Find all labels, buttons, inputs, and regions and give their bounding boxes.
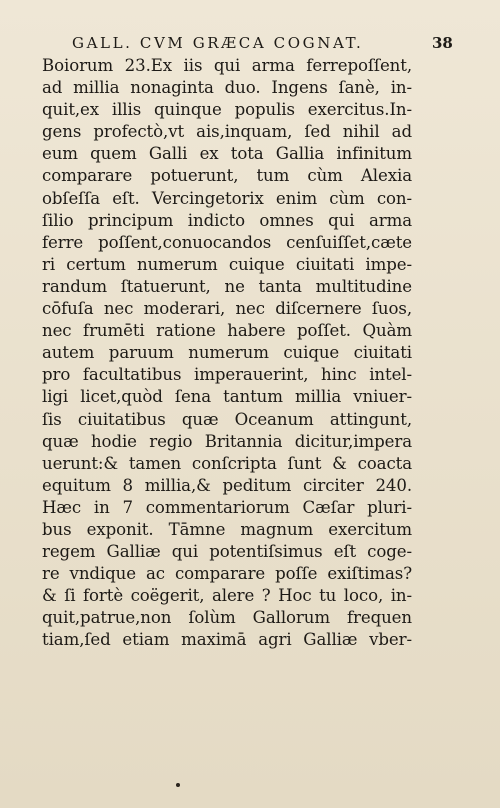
text-line: eum quem Galli ex tota Gallia infinitum <box>42 144 412 164</box>
text-line: ferre poſſent,conuocandos cenſuiſſet,cæte <box>42 232 412 252</box>
text-line: ad millia nonaginta duo. Ingens ſanè, in- <box>42 78 412 98</box>
text-line: autem paruum numerum cuique ciuitati <box>42 343 412 363</box>
text-line: re vndique ac comparare poſſe exiſtimas? <box>42 564 412 584</box>
text-line: & ſi fortè coëgerit, alere ? Hoc tu loco, in- <box>42 586 412 606</box>
text-line: obſeſſa eſt. Vercingetorix enim cùm con- <box>42 188 412 208</box>
text-line: gens profectò,vt ais,inquam, ſed nihil ad <box>42 122 412 142</box>
text-line: Hæc in 7 commentariorum Cæſar pluri- <box>42 497 412 517</box>
text-line: quit,patrue,non ſolùm Gallorum frequen <box>42 608 412 628</box>
text-line: comparare potuerunt, tum cùm Alexia <box>42 166 412 186</box>
text-line: quit,ex illis quinque populis exercitus.In- <box>42 100 412 120</box>
body-text <box>42 55 412 652</box>
text-line: bus exponit. Tāmne magnum exercitum <box>42 519 412 539</box>
text-line: ri certum numerum cuique ciuitati impe- <box>42 254 412 274</box>
text-line: ſilio principum indicto omnes qui arma <box>42 210 412 230</box>
text-line: ſis ciuitatibus quæ Oceanum attingunt, <box>42 409 412 429</box>
text-line: randum ſtatuerunt, ne tanta multitudine <box>42 276 412 296</box>
text-line: equitum 8 millia,& peditum circiter 240. <box>42 475 412 495</box>
text-line: pro facultatibus imperauerint, hinc intel- <box>42 365 412 385</box>
text-line: regem Galliæ qui potentiſsimus eſt coge- <box>42 542 412 562</box>
page-number: 38 <box>432 34 453 52</box>
ink-dot-ornament <box>176 783 180 787</box>
running-title: GALL. CVM GRÆCA COGNAT. <box>72 34 364 52</box>
text-line: quæ hodie regio Britannia dicitur,impera <box>42 431 412 451</box>
text-line: Boiorum 23.Ex iis qui arma ferrepoſſent, <box>42 56 412 75</box>
text-line: cōfuſa nec moderari, nec diſcernere ſuos, <box>42 299 412 319</box>
text-line: nec frumēti ratione habere poſſet. Quàm <box>42 321 412 341</box>
text-line: tiam,ſed etiam maximā agri Galliæ vber- <box>42 630 412 650</box>
text-line: uerunt:& tamen conſcripta ſunt & coacta <box>42 453 412 473</box>
text-line: ligi licet,quòd ſena tantum millia vniuer- <box>42 387 412 407</box>
